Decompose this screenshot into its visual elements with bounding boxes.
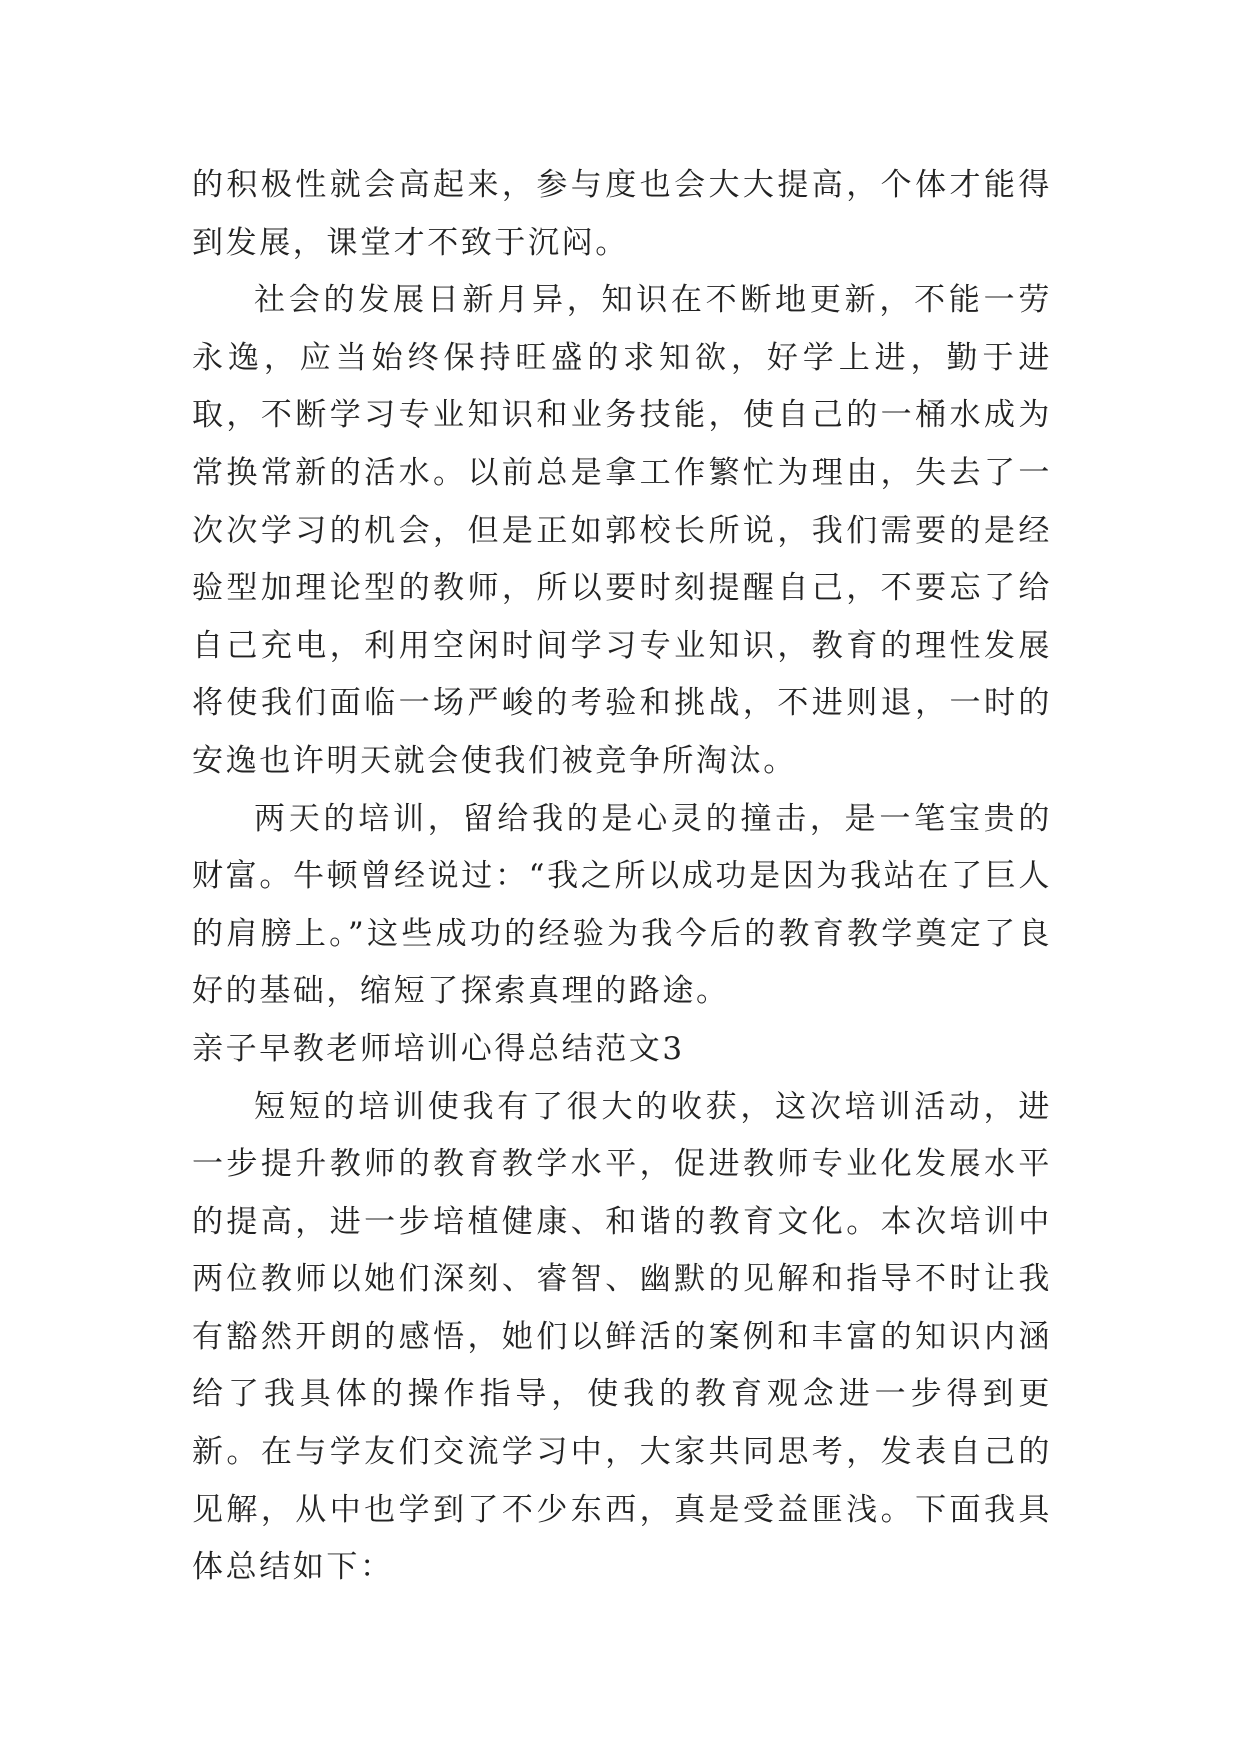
paragraph-section-3-intro: 短短的培训使我有了很大的收获，这次培训活动，进一步提升教师的教育教学水平，促进教师专业化发展水平的提高，进一步培植健康、和谐的教育文化。本次培训中两位教师以她们深刻、睿智、幽默的见解和指导不时让我有豁然开朗的感悟，她们以鲜活的案例和丰富的知识内涵给了我具体的操作指导，使我的教育观念进一步得到更新。在与学友们交流学习中，大家共同思考，发表自己的见解，从中也学到了不少东西，真是受益匪浅。下面我具体总结如下： [192,1088,1052,1586]
paragraph-two-days-training: 两天的培训，留给我的是心灵的撞击，是一笔宝贵的财富。牛顿曾经说过：“我之所以成功是因为我站在了巨人的肩膀上。”这些成功的经验为我今后的教育教学奠定了良好的基础，缩短了探索真理的路途。 [192,800,1052,1010]
document-body [192,157,1052,1597]
paragraph-continuation: 的积极性就会高起来，参与度也会大大提高，个体才能得到发展，课堂才不致于沉闷。 [192,167,1052,261]
paragraph-society: 社会的发展日新月异，知识在不断地更新，不能一劳永逸，应当始终保持旺盛的求知欲，好学上进，勤于进取，不断学习专业知识和业务技能，使自己的一桶水成为常换常新的活水。以前总是拿工作繁忙为理由，失去了一次次学习的机会，但是正如郭校长所说，我们需要的是经验型加理论型的教师，所以要时刻提醒自己，不要忘了给自己充电，利用空闲时间学习专业知识，教育的理性发展将使我们面临一场严峻的考验和挑战，不进则退，一时的安逸也许明天就会使我们被竞争所淘汰。 [192,282,1052,779]
section-heading: 亲子早教老师培训心得总结范文3 [192,1030,685,1067]
